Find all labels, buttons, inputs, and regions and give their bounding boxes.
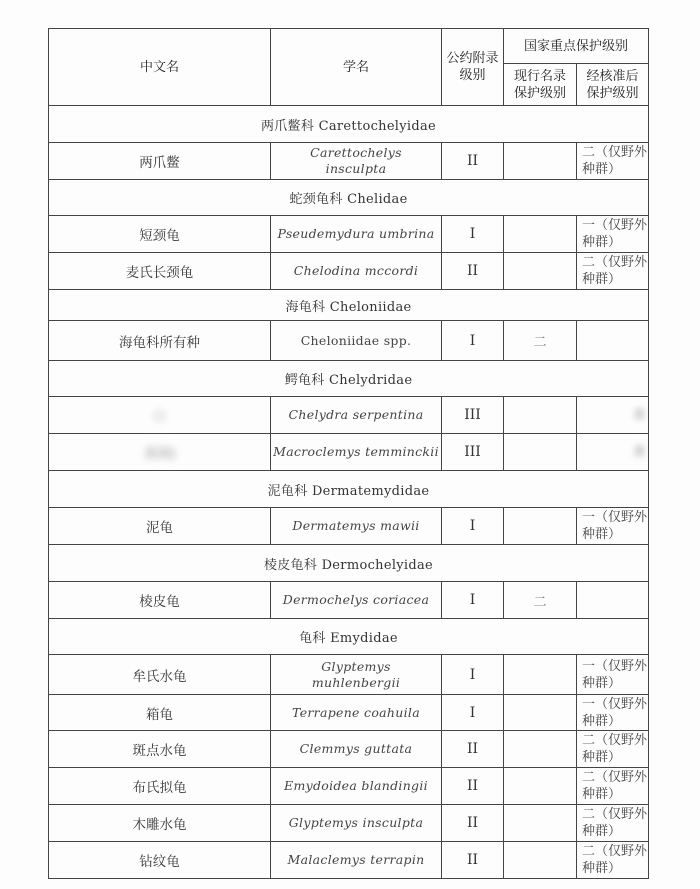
species-cn-name: 棱皮龟 bbox=[49, 582, 271, 619]
header-appendix-level-text: 公约附录级别 bbox=[446, 51, 499, 83]
species-approved-level: 一（仅野外种群） bbox=[577, 508, 649, 545]
species-row bbox=[49, 695, 649, 731]
species-current-level bbox=[504, 216, 577, 253]
species-sci-name bbox=[271, 655, 442, 695]
species-appendix: I bbox=[442, 321, 504, 361]
species-cn-name bbox=[49, 397, 271, 434]
species-cn-name: 钻纹龟 bbox=[49, 842, 271, 879]
species-sci-name: Clemmys guttata bbox=[271, 731, 442, 768]
species-sci-name: Dermochelys coriacea bbox=[271, 582, 442, 619]
species-cn-name: 海龟科所有种 bbox=[49, 321, 271, 361]
species-current-level bbox=[504, 695, 577, 731]
family-title: 蛇颈龟科 Chelidae bbox=[49, 180, 649, 216]
species-row bbox=[49, 582, 649, 619]
species-cn-name: 短颈龟 bbox=[49, 216, 271, 253]
family-row bbox=[49, 180, 649, 216]
header-national-protection: 国家重点保护级别 bbox=[504, 29, 649, 64]
species-cn-name: 箱龟 bbox=[49, 695, 271, 731]
species-current-level bbox=[504, 731, 577, 768]
family-title: 鳄龟科 Chelydridae bbox=[49, 361, 649, 397]
header-chinese-name: 中文名 bbox=[49, 29, 271, 106]
species-row bbox=[49, 805, 649, 842]
table-body bbox=[49, 106, 649, 879]
species-appendix: III bbox=[442, 434, 504, 471]
species-approved-level: 二（仅野外种群） bbox=[577, 805, 649, 842]
species-appendix: I bbox=[442, 216, 504, 253]
species-approved-level bbox=[577, 582, 649, 619]
species-sci-name: Terrapene coahuila bbox=[271, 695, 442, 731]
table-header bbox=[49, 29, 649, 106]
redacted-approved-level: 准 bbox=[633, 444, 647, 460]
species-current-level bbox=[504, 842, 577, 879]
family-title: 棱皮龟科 Dermochelyidae bbox=[49, 545, 649, 582]
species-current-level bbox=[504, 434, 577, 471]
species-appendix: II bbox=[442, 143, 504, 180]
species-sci-name: Cheloniidae spp. bbox=[271, 321, 442, 361]
species-sci-name: Glyptemys insculpta bbox=[271, 805, 442, 842]
species-approved-level: 一（仅野外种群） bbox=[577, 216, 649, 253]
species-row bbox=[49, 321, 649, 361]
species-row bbox=[49, 143, 649, 180]
species-sci-name: Emydoidea blandingii bbox=[271, 768, 442, 805]
species-approved-level: 二（仅野外种群） bbox=[577, 842, 649, 879]
species-sci-name: Pseudemydura umbrina bbox=[271, 216, 442, 253]
species-cn-name: 斑点水龟 bbox=[49, 731, 271, 768]
header-approved-level-text: 经核准后保护级别 bbox=[586, 68, 639, 101]
species-cn-name: 麦氏长颈龟 bbox=[49, 253, 271, 290]
species-appendix: II bbox=[442, 842, 504, 879]
family-row bbox=[49, 545, 649, 582]
header-current-level-text: 现行名录保护级别 bbox=[513, 68, 566, 101]
species-appendix: III bbox=[442, 397, 504, 434]
species-sci-name: Malaclemys terrapin bbox=[271, 842, 442, 879]
species-appendix: II bbox=[442, 731, 504, 768]
redacted-approved-level: 准 bbox=[633, 407, 647, 423]
species-current-level bbox=[504, 508, 577, 545]
species-row bbox=[49, 397, 649, 434]
species-sci-name: Chelydra serpentina bbox=[271, 397, 442, 434]
family-title: 泥龟科 Dermatemydidae bbox=[49, 471, 649, 508]
species-approved-level bbox=[577, 321, 649, 361]
species-sci-name bbox=[271, 143, 442, 180]
species-row bbox=[49, 216, 649, 253]
redacted-cn-name: （） bbox=[146, 409, 173, 425]
species-approved-level: 一（仅野外种群） bbox=[577, 695, 649, 731]
species-approved-level: 一（仅野外种群） bbox=[577, 655, 649, 695]
species-row bbox=[49, 842, 649, 879]
family-title: 海龟科 Cheloniidae bbox=[49, 290, 649, 321]
species-sci-name: Macroclemys temminckii bbox=[271, 434, 442, 471]
species-appendix: II bbox=[442, 768, 504, 805]
species-sci-name-text: Glyptemys muhlenbergii bbox=[311, 658, 401, 690]
species-sci-name: Dermatemys mawii bbox=[271, 508, 442, 545]
species-approved-level: 二（仅野外种群） bbox=[577, 731, 649, 768]
species-cn-name: 木雕水龟 bbox=[49, 805, 271, 842]
header-current-level bbox=[504, 64, 577, 106]
species-current-level bbox=[504, 143, 577, 180]
header-scientific-name: 学名 bbox=[271, 29, 442, 106]
protected-species-table bbox=[48, 28, 649, 879]
species-current-level: 二 bbox=[504, 582, 577, 619]
header-approved-level bbox=[577, 64, 649, 106]
species-appendix: I bbox=[442, 655, 504, 695]
family-row bbox=[49, 619, 649, 655]
species-appendix: I bbox=[442, 582, 504, 619]
species-current-level bbox=[504, 253, 577, 290]
species-sci-name: Chelodina mccordi bbox=[271, 253, 442, 290]
species-approved-level bbox=[577, 434, 649, 471]
species-current-level bbox=[504, 768, 577, 805]
species-current-level bbox=[504, 805, 577, 842]
species-appendix: II bbox=[442, 253, 504, 290]
species-sci-name-text: Carettochelys insculpta bbox=[310, 145, 402, 176]
species-approved-level: 二（仅野外种群） bbox=[577, 768, 649, 805]
species-appendix: I bbox=[442, 508, 504, 545]
species-cn-name bbox=[49, 434, 271, 471]
species-row bbox=[49, 731, 649, 768]
species-row bbox=[49, 768, 649, 805]
family-title: 龟科 Emydidae bbox=[49, 619, 649, 655]
species-row bbox=[49, 508, 649, 545]
family-row bbox=[49, 361, 649, 397]
species-cn-name: 布氏拟龟 bbox=[49, 768, 271, 805]
species-row bbox=[49, 253, 649, 290]
family-row bbox=[49, 290, 649, 321]
family-row bbox=[49, 106, 649, 143]
species-current-level bbox=[504, 655, 577, 695]
species-cn-name: 两爪鳖 bbox=[49, 143, 271, 180]
species-cn-name: 牟氏水龟 bbox=[49, 655, 271, 695]
species-row bbox=[49, 434, 649, 471]
family-row bbox=[49, 471, 649, 508]
species-approved-level bbox=[577, 397, 649, 434]
redacted-cn-name: 美国) bbox=[143, 446, 176, 462]
header-appendix-level bbox=[442, 29, 504, 106]
family-title: 两爪鳖科 Carettochelyidae bbox=[49, 106, 649, 143]
species-row bbox=[49, 655, 649, 695]
species-cn-name: 泥龟 bbox=[49, 508, 271, 545]
species-approved-level: 二（仅野外种群） bbox=[577, 143, 649, 180]
species-current-level bbox=[504, 397, 577, 434]
species-appendix: II bbox=[442, 805, 504, 842]
species-appendix: I bbox=[442, 695, 504, 731]
species-current-level: 二 bbox=[504, 321, 577, 361]
species-approved-level: 二（仅野外种群） bbox=[577, 253, 649, 290]
